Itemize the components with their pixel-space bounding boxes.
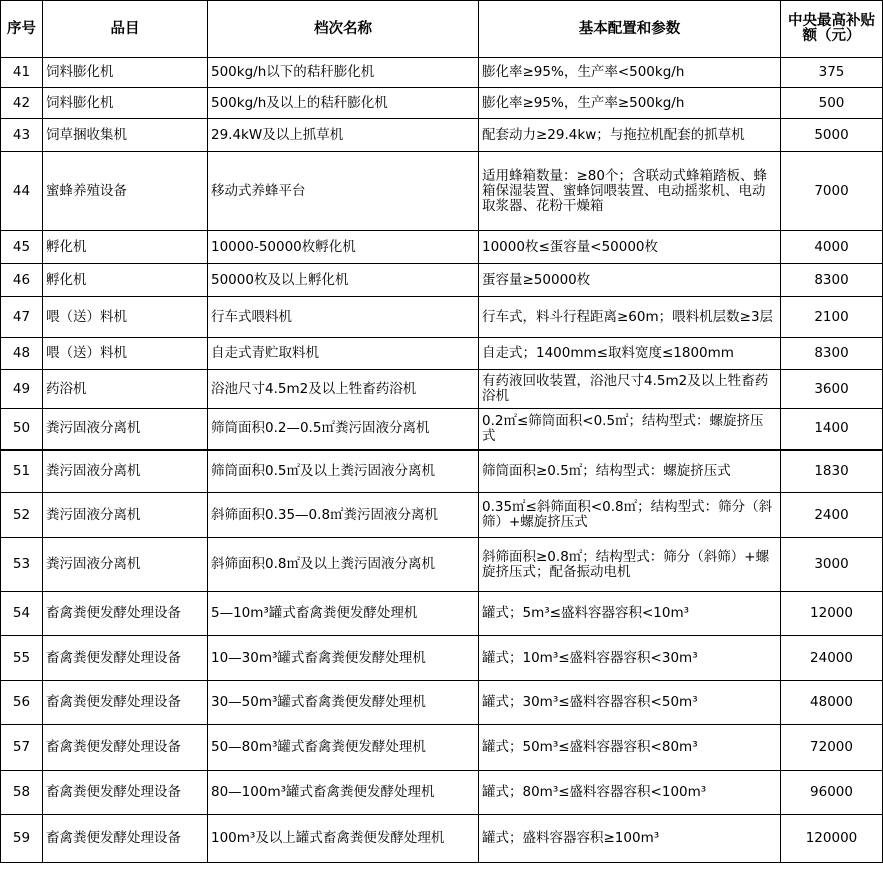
grade-cell: 50—80m³罐式畜禽粪便发酵处理机 <box>208 725 479 771</box>
grade-cell: 80—100m³罐式畜禽粪便发酵处理机 <box>208 771 479 815</box>
header-no: 序号 <box>1 1 43 58</box>
table-row <box>1 771 883 815</box>
row-number: 41 <box>1 58 43 88</box>
item-cell: 畜禽粪便发酵处理设备 <box>43 681 208 725</box>
subsidy-amount-cell: 2100 <box>781 297 883 338</box>
grade-cell: 浴池尺寸4.5m2及以上牲畜药浴机 <box>208 370 479 409</box>
row-number: 48 <box>1 338 43 370</box>
spec-cell: 斜筛面积≥0.8㎡；结构型式：筛分（斜筛）+螺旋挤压式；配备振动电机 <box>479 538 781 592</box>
item-cell: 畜禽粪便发酵处理设备 <box>43 725 208 771</box>
subsidy-amount-cell: 12000 <box>781 592 883 636</box>
row-number: 51 <box>1 450 43 493</box>
spec-cell: 膨化率≥95%，生产率≥500kg/h <box>479 88 781 119</box>
grade-cell: 筛筒面积0.5㎡及以上粪污固液分离机 <box>208 450 479 493</box>
row-number: 52 <box>1 493 43 538</box>
header-spec: 基本配置和参数 <box>479 1 781 58</box>
subsidy-amount-cell: 5000 <box>781 119 883 152</box>
table-header-row <box>1 1 883 58</box>
subsidy-amount-cell: 4000 <box>781 231 883 264</box>
table-row <box>1 264 883 297</box>
table-row <box>1 725 883 771</box>
row-number: 46 <box>1 264 43 297</box>
row-number: 44 <box>1 152 43 231</box>
spec-cell: 罐式；10m³≤盛料容器容积<30m³ <box>479 636 781 681</box>
subsidy-amount-cell: 72000 <box>781 725 883 771</box>
spec-cell: 适用蜂箱数量：≥80个；含联动式蜂箱踏板、蜂箱保湿装置、蜜蜂饲喂装置、电动摇浆机、电动取浆器、花粉干燥箱 <box>479 152 781 231</box>
item-cell: 粪污固液分离机 <box>43 409 208 450</box>
row-number: 58 <box>1 771 43 815</box>
spec-cell: 筛筒面积≥0.5㎡；结构型式：螺旋挤压式 <box>479 450 781 493</box>
table-row <box>1 58 883 88</box>
spec-cell: 0.2㎡≤筛筒面积<0.5㎡；结构型式：螺旋挤压式 <box>479 409 781 450</box>
item-cell: 孵化机 <box>43 264 208 297</box>
table-row <box>1 88 883 119</box>
subsidy-amount-cell: 48000 <box>781 681 883 725</box>
item-cell: 畜禽粪便发酵处理设备 <box>43 771 208 815</box>
grade-cell: 500kg/h以下的秸秆膨化机 <box>208 58 479 88</box>
table-row <box>1 152 883 231</box>
spec-cell: 行车式，料斗行程距离≥60m；喂料机层数≥3层 <box>479 297 781 338</box>
grade-cell: 移动式养蜂平台 <box>208 152 479 231</box>
subsidy-amount-cell: 7000 <box>781 152 883 231</box>
item-cell: 蜜蜂养殖设备 <box>43 152 208 231</box>
table-row <box>1 815 883 863</box>
grade-cell: 100m³及以上罐式畜禽粪便发酵处理机 <box>208 815 479 863</box>
row-number: 57 <box>1 725 43 771</box>
table-row <box>1 338 883 370</box>
spec-cell: 罐式；50m³≤盛料容器容积<80m³ <box>479 725 781 771</box>
table-row <box>1 409 883 450</box>
row-number: 43 <box>1 119 43 152</box>
item-cell: 粪污固液分离机 <box>43 450 208 493</box>
table-body <box>1 58 883 863</box>
item-cell: 畜禽粪便发酵处理设备 <box>43 815 208 863</box>
grade-cell: 30—50m³罐式畜禽粪便发酵处理机 <box>208 681 479 725</box>
item-cell: 药浴机 <box>43 370 208 409</box>
subsidy-amount-cell: 3000 <box>781 538 883 592</box>
header-amount: 中央最高补贴额（元） <box>781 1 883 58</box>
grade-cell: 筛筒面积0.2—0.5㎡粪污固液分离机 <box>208 409 479 450</box>
subsidy-amount-cell: 120000 <box>781 815 883 863</box>
table-row <box>1 681 883 725</box>
item-cell: 粪污固液分离机 <box>43 493 208 538</box>
spec-cell: 罐式；盛料容器容积≥100m³ <box>479 815 781 863</box>
spec-cell: 罐式；80m³≤盛料容器容积<100m³ <box>479 771 781 815</box>
spec-cell: 0.35㎡≤斜筛面积<0.8㎡；结构型式：筛分（斜筛）+螺旋挤压式 <box>479 493 781 538</box>
table-row <box>1 297 883 338</box>
subsidy-amount-cell: 96000 <box>781 771 883 815</box>
table-row <box>1 370 883 409</box>
item-cell: 饲草捆收集机 <box>43 119 208 152</box>
subsidy-amount-cell: 375 <box>781 58 883 88</box>
spec-cell: 配套动力≥29.4kw；与拖拉机配套的抓草机 <box>479 119 781 152</box>
row-number: 54 <box>1 592 43 636</box>
row-number: 50 <box>1 409 43 450</box>
grade-cell: 500kg/h及以上的秸秆膨化机 <box>208 88 479 119</box>
row-number: 56 <box>1 681 43 725</box>
table-row <box>1 493 883 538</box>
item-cell: 粪污固液分离机 <box>43 538 208 592</box>
grade-cell: 5—10m³罐式畜禽粪便发酵处理机 <box>208 592 479 636</box>
grade-cell: 10000-50000枚孵化机 <box>208 231 479 264</box>
subsidy-amount-cell: 1400 <box>781 409 883 450</box>
header-item: 品目 <box>43 1 208 58</box>
header-grade: 档次名称 <box>208 1 479 58</box>
spec-cell: 10000枚≤蛋容量<50000枚 <box>479 231 781 264</box>
table-row <box>1 119 883 152</box>
spec-cell: 罐式；30m³≤盛料容器容积<50m³ <box>479 681 781 725</box>
spec-cell: 罐式；5m³≤盛料容器容积<10m³ <box>479 592 781 636</box>
grade-cell: 斜筛面积0.35—0.8㎡粪污固液分离机 <box>208 493 479 538</box>
item-cell: 畜禽粪便发酵处理设备 <box>43 636 208 681</box>
table-row <box>1 636 883 681</box>
spec-cell: 自走式；1400mm≤取料宽度≤1800mm <box>479 338 781 370</box>
item-cell: 畜禽粪便发酵处理设备 <box>43 592 208 636</box>
spec-cell: 有药液回收装置，浴池尺寸4.5m2及以上牲畜药浴机 <box>479 370 781 409</box>
table-row <box>1 538 883 592</box>
row-number: 55 <box>1 636 43 681</box>
subsidy-amount-cell: 24000 <box>781 636 883 681</box>
spec-cell: 膨化率≥95%，生产率<500kg/h <box>479 58 781 88</box>
item-cell: 喂（送）料机 <box>43 338 208 370</box>
row-number: 49 <box>1 370 43 409</box>
subsidy-amount-cell: 2400 <box>781 493 883 538</box>
table-row <box>1 592 883 636</box>
subsidy-amount-cell: 3600 <box>781 370 883 409</box>
item-cell: 喂（送）料机 <box>43 297 208 338</box>
item-cell: 孵化机 <box>43 231 208 264</box>
subsidy-amount-cell: 8300 <box>781 264 883 297</box>
subsidy-amount-cell: 1830 <box>781 450 883 493</box>
table-row <box>1 450 883 493</box>
subsidy-amount-cell: 500 <box>781 88 883 119</box>
row-number: 53 <box>1 538 43 592</box>
spec-cell: 蛋容量≥50000枚 <box>479 264 781 297</box>
grade-cell: 10—30m³罐式畜禽粪便发酵处理机 <box>208 636 479 681</box>
row-number: 42 <box>1 88 43 119</box>
item-cell: 饲料膨化机 <box>43 58 208 88</box>
grade-cell: 行车式喂料机 <box>208 297 479 338</box>
grade-cell: 50000枚及以上孵化机 <box>208 264 479 297</box>
grade-cell: 斜筛面积0.8㎡及以上粪污固液分离机 <box>208 538 479 592</box>
row-number: 59 <box>1 815 43 863</box>
table-row <box>1 231 883 264</box>
row-number: 45 <box>1 231 43 264</box>
item-cell: 饲料膨化机 <box>43 88 208 119</box>
grade-cell: 29.4kW及以上抓草机 <box>208 119 479 152</box>
row-number: 47 <box>1 297 43 338</box>
grade-cell: 自走式青贮取料机 <box>208 338 479 370</box>
subsidy-amount-cell: 8300 <box>781 338 883 370</box>
